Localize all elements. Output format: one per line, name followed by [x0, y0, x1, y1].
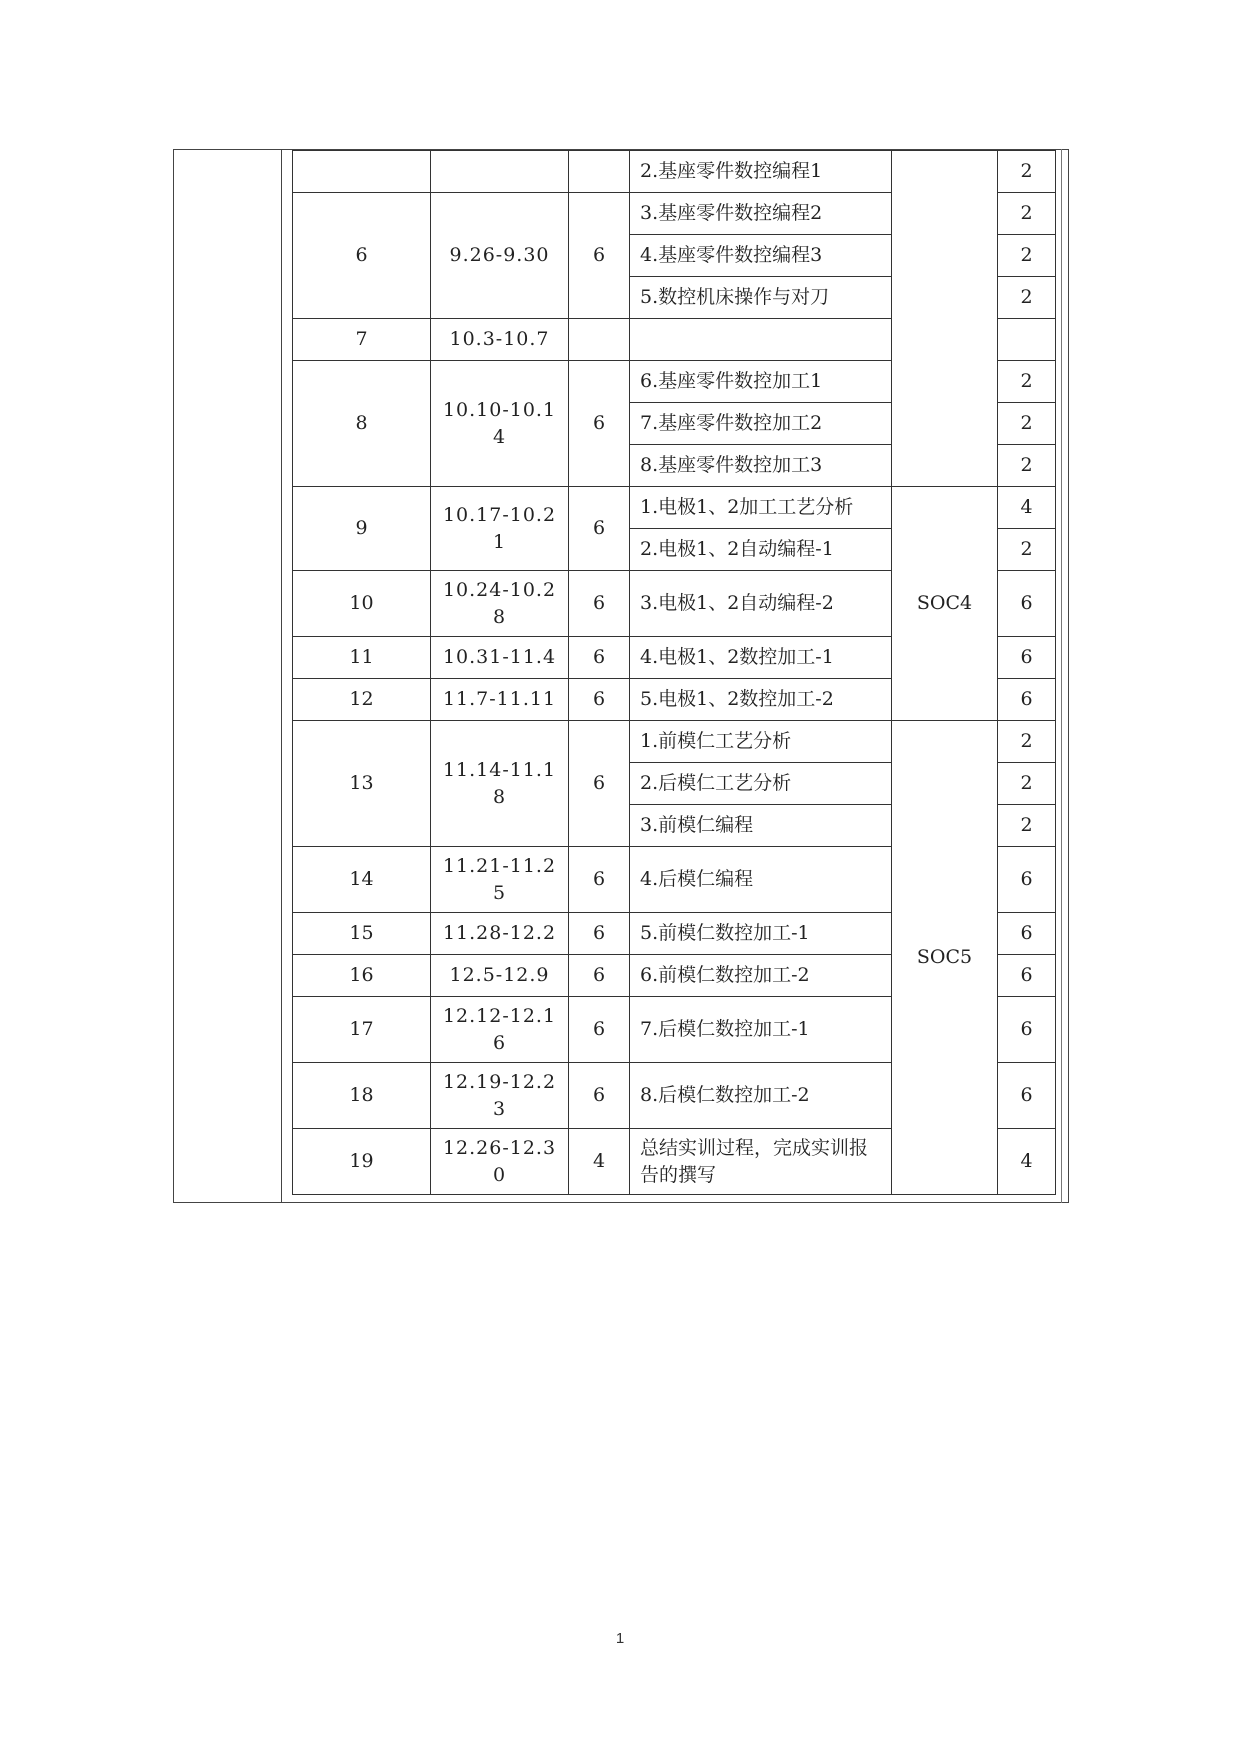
- week-cell: 19: [293, 1129, 431, 1195]
- content-cell: 8.后模仁数控加工-2: [630, 1063, 892, 1129]
- outer-column-divider: [281, 149, 282, 1203]
- date-cell: 11.21-11.25: [431, 847, 569, 913]
- content-cell: 4.电极1、2数控加工-1: [630, 637, 892, 679]
- content-cell: 7.基座零件数控加工2: [630, 403, 892, 445]
- date-cell: [431, 151, 569, 193]
- date-cell: 10.17-10.21: [431, 487, 569, 571]
- date-cell: 10.31-11.4: [431, 637, 569, 679]
- credit-cell: 2: [998, 403, 1056, 445]
- week-cell: 11: [293, 637, 431, 679]
- credit-cell: 6: [998, 637, 1056, 679]
- content-cell: [630, 319, 892, 361]
- hours-cell: 6: [569, 571, 630, 637]
- content-cell: 8.基座零件数控加工3: [630, 445, 892, 487]
- content-cell: 4.基座零件数控编程3: [630, 235, 892, 277]
- credit-cell: 2: [998, 193, 1056, 235]
- credit-cell: 2: [998, 235, 1056, 277]
- credit-cell: 2: [998, 529, 1056, 571]
- credit-cell: 6: [998, 1063, 1056, 1129]
- content-cell: 3.前模仁编程: [630, 805, 892, 847]
- date-cell: 10.10-10.14: [431, 361, 569, 487]
- week-cell: 15: [293, 913, 431, 955]
- content-cell: 3.基座零件数控编程2: [630, 193, 892, 235]
- table-row: [293, 151, 1056, 193]
- week-cell: 7: [293, 319, 431, 361]
- soc-cell: [892, 151, 998, 487]
- hours-cell: 6: [569, 997, 630, 1063]
- soc-cell: SOC4: [892, 487, 998, 721]
- date-cell: 11.28-12.2: [431, 913, 569, 955]
- credit-cell: 4: [998, 1129, 1056, 1195]
- week-cell: [293, 151, 431, 193]
- hours-cell: 6: [569, 1063, 630, 1129]
- credit-cell: 6: [998, 997, 1056, 1063]
- hours-cell: 6: [569, 637, 630, 679]
- content-cell: 3.电极1、2自动编程-2: [630, 571, 892, 637]
- soc-cell: SOC5: [892, 721, 998, 1195]
- week-cell: 10: [293, 571, 431, 637]
- table-row: [293, 487, 1056, 529]
- week-cell: 6: [293, 193, 431, 319]
- content-cell: 5.数控机床操作与对刀: [630, 277, 892, 319]
- date-cell: 10.24-10.28: [431, 571, 569, 637]
- date-cell: 9.26-9.30: [431, 193, 569, 319]
- content-cell: 1.前模仁工艺分析: [630, 721, 892, 763]
- content-cell: 2.后模仁工艺分析: [630, 763, 892, 805]
- hours-cell: 6: [569, 487, 630, 571]
- week-cell: 13: [293, 721, 431, 847]
- date-cell: 12.12-12.16: [431, 997, 569, 1063]
- credit-cell: 2: [998, 277, 1056, 319]
- hours-cell: 6: [569, 913, 630, 955]
- credit-cell: 2: [998, 445, 1056, 487]
- credit-cell: 2: [998, 151, 1056, 193]
- training-schedule-table: [292, 150, 1056, 1195]
- hours-cell: [569, 151, 630, 193]
- credit-cell: 6: [998, 955, 1056, 997]
- credit-cell: 2: [998, 361, 1056, 403]
- credit-cell: [998, 319, 1056, 361]
- week-cell: 8: [293, 361, 431, 487]
- week-cell: 18: [293, 1063, 431, 1129]
- hours-cell: 6: [569, 955, 630, 997]
- hours-cell: [569, 319, 630, 361]
- page-number: 1: [615, 1630, 625, 1647]
- hours-cell: 6: [569, 193, 630, 319]
- credit-cell: 6: [998, 571, 1056, 637]
- table-row: [293, 721, 1056, 763]
- content-cell: 5.电极1、2数控加工-2: [630, 679, 892, 721]
- week-cell: 12: [293, 679, 431, 721]
- content-cell: 6.基座零件数控加工1: [630, 361, 892, 403]
- date-cell: 12.19-12.23: [431, 1063, 569, 1129]
- credit-cell: 6: [998, 847, 1056, 913]
- credit-cell: 6: [998, 913, 1056, 955]
- content-cell: 1.电极1、2加工工艺分析: [630, 487, 892, 529]
- week-cell: 9: [293, 487, 431, 571]
- credit-cell: 2: [998, 763, 1056, 805]
- credit-cell: 2: [998, 721, 1056, 763]
- date-cell: 11.14-11.18: [431, 721, 569, 847]
- right-edge-line: [1061, 149, 1062, 1203]
- credit-cell: 2: [998, 805, 1056, 847]
- credit-cell: 6: [998, 679, 1056, 721]
- content-cell: 2.基座零件数控编程1: [630, 151, 892, 193]
- date-cell: 12.5-12.9: [431, 955, 569, 997]
- content-cell: 2.电极1、2自动编程-1: [630, 529, 892, 571]
- content-cell: 5.前模仁数控加工-1: [630, 913, 892, 955]
- content-cell: 4.后模仁编程: [630, 847, 892, 913]
- content-cell: 6.前模仁数控加工-2: [630, 955, 892, 997]
- hours-cell: 6: [569, 847, 630, 913]
- hours-cell: 4: [569, 1129, 630, 1195]
- hours-cell: 6: [569, 721, 630, 847]
- content-cell: 7.后模仁数控加工-1: [630, 997, 892, 1063]
- week-cell: 17: [293, 997, 431, 1063]
- date-cell: 10.3-10.7: [431, 319, 569, 361]
- week-cell: 14: [293, 847, 431, 913]
- hours-cell: 6: [569, 679, 630, 721]
- hours-cell: 6: [569, 361, 630, 487]
- date-cell: 11.7-11.11: [431, 679, 569, 721]
- content-cell: 总结实训过程，完成实训报告的撰写: [630, 1129, 892, 1195]
- date-cell: 12.26-12.30: [431, 1129, 569, 1195]
- credit-cell: 4: [998, 487, 1056, 529]
- week-cell: 16: [293, 955, 431, 997]
